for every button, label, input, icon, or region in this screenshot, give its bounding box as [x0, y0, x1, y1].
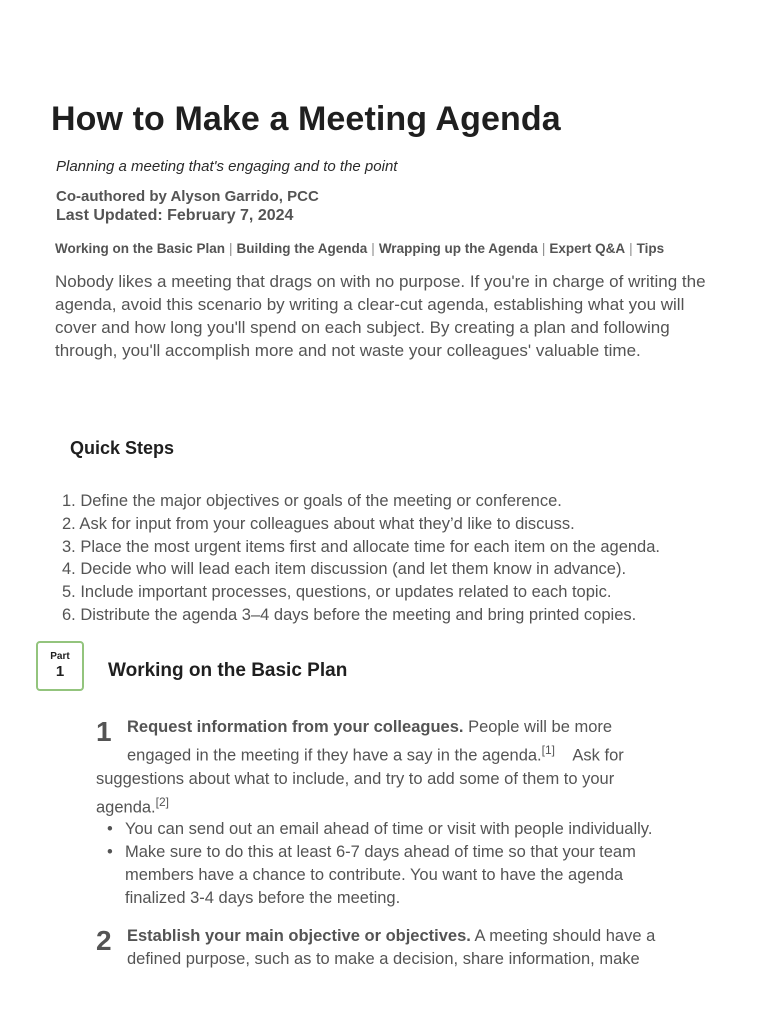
quick-step-item: 5. Include important processes, questions, or updates related to each topic. — [62, 583, 612, 602]
coauthor-link[interactable]: Co-authored by Alyson Garrido, PCC — [56, 188, 319, 205]
intro-paragraph: Nobody likes a meeting that drags on with no purpose. If you're in charge of writing the agenda, avoid this scenario by writing a clear-cut agenda, establishing what you will cover and how long you'll spend on each subject. By creating a plan and following through, you'll accomplish more and not waste your colleagues' valuable time. — [55, 272, 706, 360]
toc-link-basic-plan[interactable]: Working on the Basic Plan — [55, 241, 226, 256]
reference-link[interactable]: [1] — [541, 743, 555, 757]
toc-separator: | — [371, 241, 375, 256]
step-body — [127, 925, 676, 971]
step-text: People will be more engaged in the meeting if they have a say in the agenda. — [127, 718, 613, 765]
toc-link-tips[interactable]: Tips — [636, 241, 665, 256]
part-badge — [36, 641, 84, 691]
quick-step-item: 3. Place the most urgent items first and allocate time for each item on the agenda. — [62, 537, 660, 556]
toc-separator: | — [541, 241, 546, 256]
list-item: • You can send out an email ahead of time or visit with people individually. — [125, 818, 685, 841]
step-heading: Request information from your colleagues. — [127, 718, 464, 736]
reference-link[interactable]: [2] — [155, 794, 169, 809]
toc-link-wrapping-up[interactable]: Wrapping up the Agenda — [378, 241, 538, 256]
step-text: A meeting should have a defined purpose, such as to make a decision, share information, make — [127, 927, 656, 968]
part-label: Part — [50, 651, 70, 662]
toc-link-expert-qa[interactable]: Expert Q&A — [549, 241, 626, 256]
quick-steps-list — [62, 490, 660, 627]
part-number: 1 — [55, 663, 65, 680]
step-2 — [96, 925, 676, 971]
step-1-bullets — [125, 818, 685, 910]
step-number: 1 — [96, 716, 112, 747]
step-text: Ask for suggestions about what to include, and try to add some of them to your agenda. — [96, 746, 624, 816]
list-item: • Make sure to do this at least 6-7 days ahead of time so that your team members have a chance to contribute. You want to have the agenda finalized 3-4 days before the meeting. — [125, 841, 685, 910]
step-1 — [96, 716, 676, 819]
toc-link-building-agenda[interactable]: Building the Agenda — [236, 241, 368, 256]
step-number: 2 — [96, 925, 112, 956]
toc-separator: | — [629, 241, 633, 256]
article-title: How to Make a Meeting Agenda — [51, 100, 561, 138]
quick-steps-heading: Quick Steps — [70, 438, 175, 458]
toc-separator: | — [229, 241, 233, 256]
quick-step-item: 1. Define the major objectives or goals of the meeting or conference. — [62, 492, 562, 510]
quick-step-item: 2. Ask for input from your colleagues about what they’d like to discuss. — [62, 514, 575, 533]
part-title: Working on the Basic Plan — [108, 660, 348, 681]
article-subtitle: Planning a meeting that's engaging and to the point — [56, 158, 398, 175]
quick-step-item: 6. Distribute the agenda 3–4 days before the meeting and bring printed copies. — [62, 605, 637, 624]
step-heading: Establish your main objective or objectives. — [127, 927, 471, 945]
quick-step-item: 4. Decide who will lead each item discussion (and let them know in advance). — [62, 560, 627, 579]
table-of-contents — [55, 241, 664, 256]
last-updated: Last Updated: February 7, 2024 — [56, 207, 294, 224]
